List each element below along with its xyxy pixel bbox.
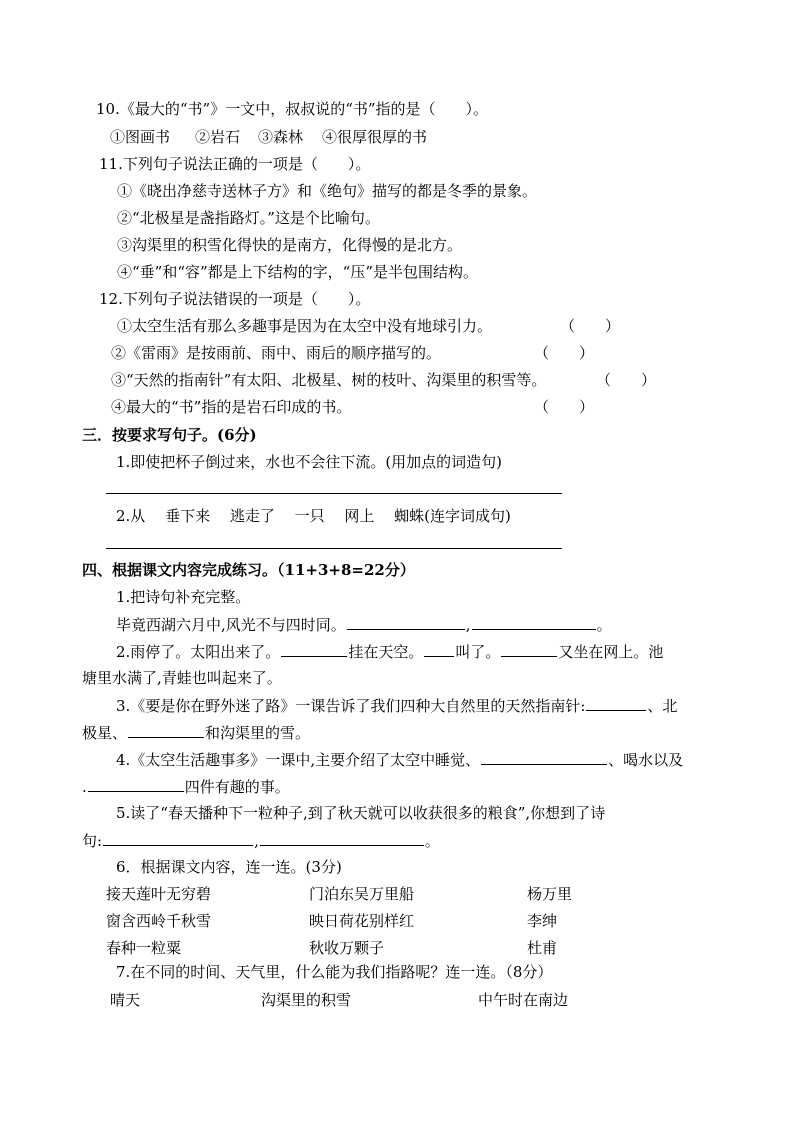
q11-item-4: ④“垂”和“容”都是上下结构的字，“压”是半包围结构。: [117, 263, 479, 281]
q12-stem: 12.下列句子说法错误的一项是（ ）。: [99, 290, 371, 308]
section3-q1: 1.即使把杯子倒过来，水也不会往下流。(用加点的词造句): [116, 453, 503, 471]
section3-q2: 2.从 垂下来 逃走了 一只 网上 蜘蛛(连字词成句): [116, 507, 511, 525]
q6-col3-item-1[interactable]: 杨万里: [527, 885, 573, 903]
q10-stem: 10.《最大的“书”》一文中，叔叔说的“书”指的是（ ）。: [96, 100, 489, 118]
section4-q6-stem: 6．根据课文内容，连一连。(3分): [116, 858, 342, 876]
section4-q2-line2: 塘里水满了,青蛙也叫起来了。: [82, 669, 282, 687]
q11-stem: 11.下列句子说法正确的一项是（ ）。: [99, 155, 371, 173]
q11-item-1: ①《晓出净慈寺送林子方》和《绝句》描写的都是冬季的景象。: [117, 182, 538, 200]
q11-item-2: ②“北极星是盏指路灯。”这是个比喻句。: [117, 209, 380, 227]
q3-text-a: 3.《要是你在野外迷了路》一课告诉了我们四种大自然里的天然指南针:: [116, 697, 586, 715]
q12-item-2-paren: （ ）: [534, 344, 595, 362]
section4-q5-line1: 5.读了“春天播种下一粒种子,到了秋天就可以收获很多的粮食”,你想到了诗: [116, 804, 606, 822]
q4-text-d: 四件有趣的事。: [184, 778, 290, 796]
poem-blank-2[interactable]: [472, 614, 596, 630]
q3-text-b: 、北: [647, 697, 678, 715]
q7-col3-item-1[interactable]: 中午时在南边: [478, 991, 569, 1009]
q2-text-a: 2.雨停了。太阳出来了。: [116, 643, 281, 661]
q12-item-2: ②《雷雨》是按雨前、雨中、雨后的顺序描写的。: [111, 344, 442, 362]
q3-blank-1[interactable]: [586, 695, 646, 711]
section3-q1-answer-line[interactable]: [106, 493, 562, 494]
q5-blank-2[interactable]: [260, 830, 424, 846]
comma: ,: [465, 616, 471, 634]
q12-item-3: ③“天然的指南针”有太阳、北极星、树的枝叶、沟渠里的积雪等。: [111, 371, 547, 389]
section4-q4-line1: [116, 749, 683, 770]
section3-title: 三．按要求写句子。(6分): [82, 426, 257, 444]
q2-blank-1[interactable]: [281, 641, 347, 657]
q6-col1-item-2[interactable]: 窗含西岭千秋雪: [106, 912, 212, 930]
q6-col3-item-3[interactable]: 杜甫: [527, 939, 558, 957]
section4-q2-line1: [116, 641, 663, 662]
q12-item-4-paren: （ ）: [534, 398, 595, 416]
q11-item-3: ③沟渠里的积雪化得快的是南方，化得慢的是北方。: [117, 236, 463, 254]
q10-option-4: ④很厚很厚的书: [322, 128, 428, 146]
q5-comma: ,: [254, 832, 259, 850]
q10-option-3: ③森林: [258, 128, 304, 146]
section4-q3-line2: [82, 722, 310, 743]
q4-blank-2[interactable]: [88, 776, 184, 792]
q2-blank-3[interactable]: [501, 641, 557, 657]
q12-item-3-paren: （ ）: [596, 371, 657, 389]
q4-text-b: 、喝水以及: [608, 751, 684, 769]
section4-title: 四、根据课文内容完成练习。（11+3+8=22分）: [82, 561, 415, 579]
poem-blank-1[interactable]: [347, 614, 465, 630]
q6-col2-item-2[interactable]: 映日荷花别样红: [309, 912, 415, 930]
section3-q2-answer-line[interactable]: [106, 548, 562, 549]
q2-blank-2[interactable]: [424, 641, 454, 657]
q4-blank-1[interactable]: [481, 749, 607, 765]
q6-col2-item-3[interactable]: 秋收万颗子: [309, 939, 385, 957]
section4-q1-stem: 1.把诗句补充完整。: [116, 588, 251, 606]
q3-text-d: 和沟渠里的雪。: [205, 724, 311, 742]
q7-col1-item-1[interactable]: 晴天: [110, 991, 141, 1009]
q2-text-b: 挂在天空。: [348, 643, 424, 661]
q10-option-2: ②岩石: [195, 128, 241, 146]
q6-col3-item-2[interactable]: 李绅: [527, 912, 558, 930]
section4-q4-line2: [82, 776, 290, 797]
q5-period: 。: [424, 832, 440, 850]
section4-q3-line1: [116, 695, 677, 716]
q10-option-1: ①图画书: [110, 128, 171, 146]
q6-col1-item-3[interactable]: 春种一粒粟: [106, 939, 182, 957]
q5-text-b: 句:: [82, 832, 103, 850]
q12-item-1: ①太空生活有那么多趣事是因为在太空中没有地球引力。: [117, 317, 493, 335]
q12-item-4: ④最大的“书”指的是岩石印成的书。: [111, 398, 352, 416]
q4-text-a: 4.《太空生活趣事多》一课中,主要介绍了太空中睡觉、: [116, 751, 481, 769]
poem-line: 毕竟西湖六月中,风光不与四时同。: [116, 616, 346, 634]
section4-q7-stem: 7.在不同的时间、天气里，什么能为我们指路呢？连一连。（8分）: [116, 963, 553, 981]
q3-blank-2[interactable]: [128, 722, 204, 738]
section4-q5-line2: [82, 830, 440, 851]
q3-text-c: 极星、: [82, 724, 128, 742]
q12-item-1-paren: （ ）: [560, 317, 621, 335]
q7-col2-item-1[interactable]: 沟渠里的积雪: [261, 991, 352, 1009]
section4-q1-line: [116, 614, 612, 635]
q2-text-d: 又坐在网上。池: [558, 643, 664, 661]
q5-blank-1[interactable]: [103, 830, 253, 846]
q2-text-c: 叫了。: [455, 643, 501, 661]
q6-col2-item-1[interactable]: 门泊东吴万里船: [309, 885, 415, 903]
q6-col1-item-1[interactable]: 接天莲叶无穷碧: [106, 885, 212, 903]
period: 。: [596, 616, 612, 634]
q4-text-c: .: [82, 778, 87, 796]
